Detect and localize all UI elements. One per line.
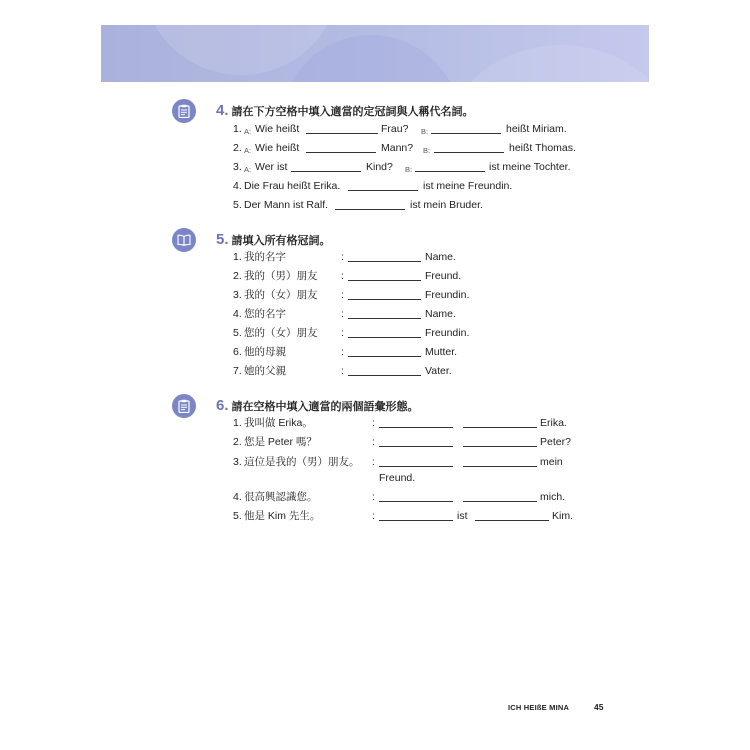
row-text: heißt Thomas. [509, 142, 576, 154]
row-text: Wie heißt [255, 123, 300, 135]
answer-blank[interactable] [475, 520, 549, 521]
speaker-a: A: [244, 146, 252, 155]
row-number: 3. [233, 289, 242, 301]
row-ending: Mutter. [425, 346, 458, 358]
row-chinese: 我的名字 [244, 251, 286, 263]
book-icon [172, 228, 196, 252]
row-colon: : [341, 308, 344, 320]
row-number: 2. [233, 270, 242, 282]
row-ending: Vater. [425, 365, 452, 377]
row-ending: Erika. [540, 417, 567, 429]
row-chinese: 我叫做 Erika。 [244, 417, 313, 429]
answer-blank[interactable] [379, 446, 453, 447]
row-number: 1. [233, 417, 242, 429]
row-colon: : [372, 456, 375, 468]
section-instruction: 請在下方空格中填入適當的定冠詞與人稱代名詞。 [231, 105, 474, 118]
row-number: 2. [233, 142, 242, 154]
answer-blank[interactable] [463, 446, 537, 447]
row-number: 3. [233, 161, 242, 173]
section-number: 4. [216, 102, 229, 119]
answer-blank[interactable] [348, 299, 421, 300]
speaker-b: B: [423, 146, 431, 155]
row-ending: mich. [540, 491, 566, 503]
row-text: Wer ist [255, 161, 288, 173]
row-chinese: 我的（女）朋友 [244, 289, 318, 301]
answer-blank[interactable] [348, 318, 421, 319]
row-colon: : [341, 327, 344, 339]
answer-blank[interactable] [434, 152, 504, 153]
row-number: 4. [233, 308, 242, 320]
answer-blank[interactable] [379, 466, 453, 467]
answer-blank[interactable] [463, 466, 537, 467]
row-chinese: 他的母親 [244, 346, 286, 358]
row-text: ist mein Bruder. [410, 199, 483, 211]
answer-blank[interactable] [415, 171, 485, 172]
row-chinese: 我的（男）朋友 [244, 270, 318, 282]
clipboard-icon [172, 99, 196, 123]
row-chinese: 您的名字 [244, 308, 286, 320]
row-number: 5. [233, 327, 242, 339]
row-colon: : [372, 491, 375, 503]
row-text: ist meine Freundin. [423, 180, 513, 192]
row-number: 5. [233, 199, 242, 211]
row-text: Wie heißt [255, 142, 300, 154]
section-instruction: 請填入所有格冠詞。 [231, 234, 331, 247]
row-text: ist meine Tochter. [489, 161, 571, 173]
row-number: 1. [233, 251, 242, 263]
row-chinese: 您的（女）朋友 [244, 327, 318, 339]
row-text: Der Mann ist Ralf. [244, 199, 329, 211]
row-colon: : [341, 289, 344, 301]
row-ending: Freund. [425, 270, 462, 282]
page-number: 45 [594, 702, 604, 712]
section-instruction: 請在空格中填入適當的兩個語彙形態。 [231, 400, 419, 413]
answer-blank[interactable] [379, 501, 453, 502]
row-colon: : [372, 510, 375, 522]
speaker-a: A: [244, 165, 252, 174]
section-number: 6. [216, 397, 229, 414]
speaker-b: B: [405, 165, 413, 174]
row-chinese: 他是 Kim 先生。 [244, 510, 321, 522]
row-ending: Freundin. [425, 327, 470, 339]
row-number: 2. [233, 436, 242, 448]
answer-blank[interactable] [306, 133, 378, 134]
row-colon: : [341, 270, 344, 282]
row-number: 1. [233, 123, 242, 135]
row-chinese: 這位是我的（男）朋友。 [244, 456, 360, 468]
answer-blank[interactable] [348, 375, 421, 376]
row-number: 5. [233, 510, 242, 522]
row-continuation: Freund. [379, 472, 416, 484]
row-chinese: 您是 Peter 嗎？ [244, 436, 317, 448]
speaker-b: B: [421, 127, 429, 136]
answer-blank[interactable] [431, 133, 501, 134]
row-colon: : [372, 436, 375, 448]
chapter-title: ICH HEIßE MINA [508, 703, 570, 712]
row-middle: ist [457, 510, 468, 522]
answer-blank[interactable] [348, 356, 421, 357]
row-chinese: 很高興認識您。 [244, 491, 318, 503]
answer-blank[interactable] [291, 171, 361, 172]
row-number: 3. [233, 456, 242, 468]
row-text: Frau? [381, 123, 409, 135]
speaker-a: A: [244, 127, 252, 136]
answer-blank[interactable] [463, 427, 537, 428]
answer-blank[interactable] [348, 337, 421, 338]
answer-blank[interactable] [463, 501, 537, 502]
row-text: Mann? [381, 142, 414, 154]
row-ending: Name. [425, 308, 456, 320]
row-colon: : [341, 346, 344, 358]
row-text: heißt Miriam. [506, 123, 567, 135]
row-ending: Kim. [552, 510, 573, 522]
section-6-title [216, 397, 419, 414]
answer-blank[interactable] [348, 190, 418, 191]
answer-blank[interactable] [335, 209, 405, 210]
row-text: Die Frau heißt Erika. [244, 180, 341, 192]
row-ending: Peter? [540, 436, 571, 448]
row-colon: : [372, 417, 375, 429]
row-colon: : [341, 365, 344, 377]
answer-blank[interactable] [348, 261, 421, 262]
section-5-title [216, 231, 331, 248]
answer-blank[interactable] [306, 152, 376, 153]
answer-blank[interactable] [379, 520, 453, 521]
row-chinese: 她的父親 [244, 365, 286, 377]
section-number: 5. [216, 231, 229, 248]
banner-circle-decoration [431, 45, 649, 82]
answer-blank[interactable] [348, 280, 421, 281]
row-ending: mein [540, 456, 563, 468]
row-text: Kind? [366, 161, 393, 173]
answer-blank[interactable] [379, 427, 453, 428]
row-number: 4. [233, 180, 242, 192]
row-ending: Freundin. [425, 289, 470, 301]
header-banner [101, 25, 649, 82]
row-colon: : [341, 251, 344, 263]
row-number: 6. [233, 346, 242, 358]
section-4-title [216, 102, 474, 119]
row-number: 7. [233, 365, 242, 377]
row-ending: Name. [425, 251, 456, 263]
row-number: 4. [233, 491, 242, 503]
clipboard-icon [172, 394, 196, 418]
